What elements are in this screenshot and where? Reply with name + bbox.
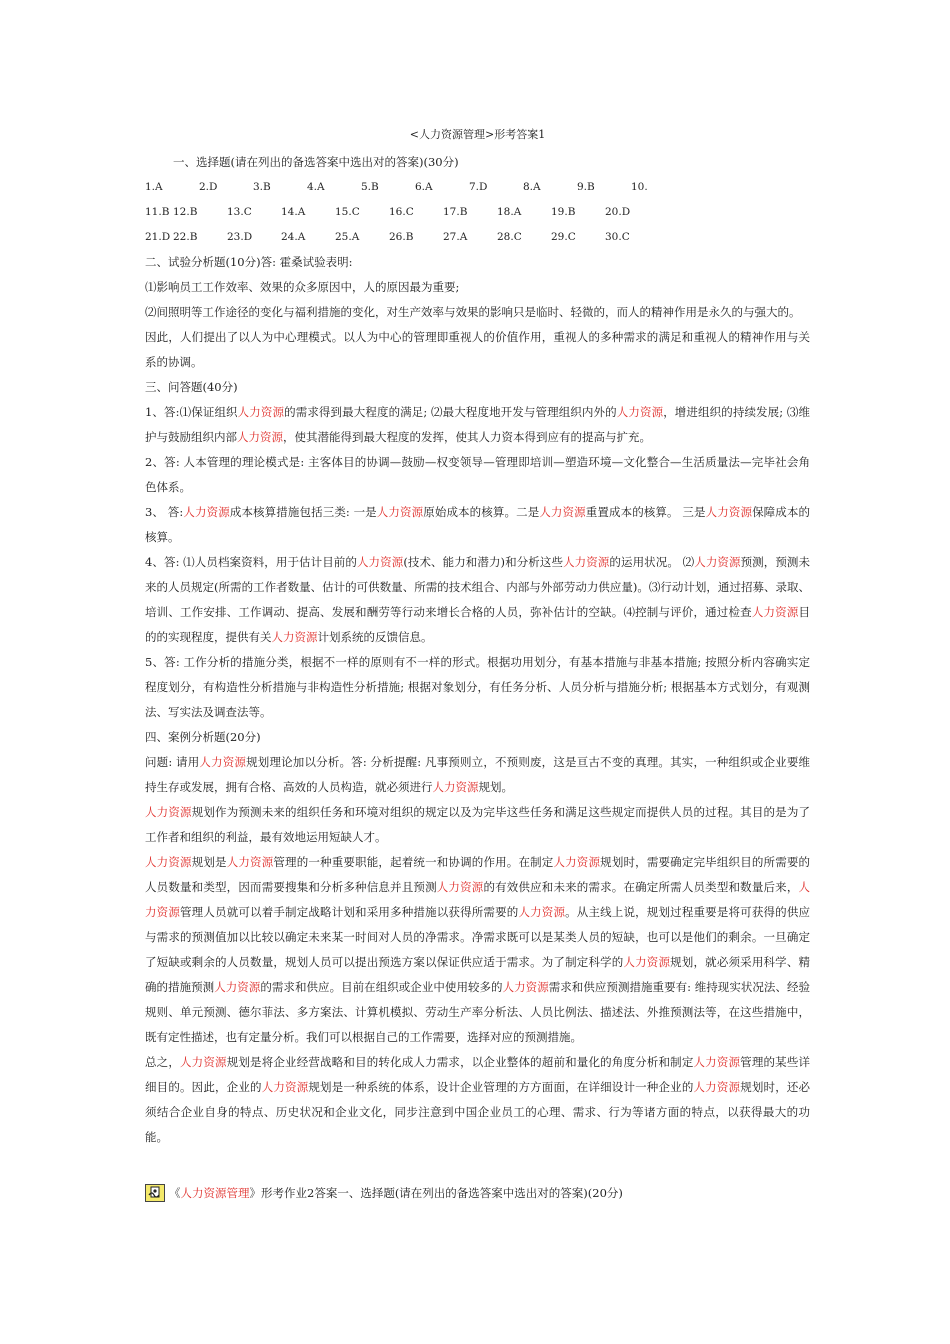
highlight-term: 人力资源 [518,905,566,919]
text-segment: 问题: 请用 [145,755,200,769]
section2-point-1: ⑴影响员工工作效率、效果的众多原因中，人的原因最为重要; [145,280,460,294]
highlight-term: 人力资源 [376,505,424,519]
next-document-link[interactable] [145,1182,623,1204]
answer-item: 28.C [497,231,522,243]
highlight-term: 人力资源 [751,605,799,619]
answer-item: 27.A [443,231,468,243]
answer-item: 3.B [253,181,271,193]
text-segment: 规划作为预测未来的组织任务和环境对组织的规定以及为完毕这些任务和满足这些规定而提供人员的过程。其目的是为了工作者和组织的利益，最有效地运用短缺人才。 [145,805,811,844]
highlight-term: 人力资源 [226,855,274,869]
text-segment: 管理人员就可以着手制定战略计划和采用多种措施以获得所需要的 [180,905,519,919]
link-open-quote: 《 [169,1186,181,1200]
highlight-term: 人力资源 [693,1055,741,1069]
answer-2: 2、答: 人本管理的理论模式是: 主客体目的协调—鼓励—权变领导—管理即培训—塑造环境—文化整合—生活质量法—完毕社会角色体系。 [145,455,810,494]
highlight-term: 人力资源 [183,505,230,519]
answer-item: 13.C [227,206,252,218]
text-segment: 的运用状况。 ⑵ [609,555,695,569]
highlight-term: 人力资源 [180,1055,227,1069]
highlight-term: 人力资源 [261,1080,309,1094]
highlight-term: 人力资源 [563,555,610,569]
text-segment: 规划时，需要确定完毕组织目的所需要的人员数量和类型，因而需要搜集和分析多种信息并且预测 [145,855,811,894]
answer-item: 20.D [605,206,631,218]
answer-4 [145,550,810,650]
link-highlight: 人力资源管理 [180,1186,250,1200]
text-segment: 的需求和供应。目前在组织或企业中使用较多的 [260,980,503,994]
text-segment: 规划时，还必须结合企业自身的特点、历史状况和企业文化，同步注意到中国企业员工的心理、需求、行为等诸方面的特点，以获得最大的功能。 [145,1080,811,1144]
answer-row-1 [145,175,810,200]
text-segment: 规划是 [191,855,227,869]
text-segment: 需求和供应预测措施重要有: 维持现实状况法、经验规则、单元预测、德尔菲法、多方案法、计算机模拟、劳动生产率分析法、人员比例法、描述法、外推预测法等，在这些措施中，既有定性描述，也有定量分析。我们可以根据自己的工作需要，选择对应的预测措施。 [145,980,811,1044]
answer-item: 22.B [173,231,198,243]
highlight-term: 人力资源 [145,855,192,869]
answer-item: 8.A [523,181,541,193]
answer-item: 24.A [281,231,306,243]
text-segment: 3、 答: [145,505,184,519]
answer-item: 7.D [469,181,488,193]
text-segment: ，增进组织的持续发展; ⑶维护与鼓励组织内部 [145,405,811,444]
answer-item: 10. [631,181,648,193]
text-segment: 1、答:⑴保证组织 [145,405,238,419]
text-segment: 管理的一种重要职能，起着统一和协调的作用。在制定 [273,855,554,869]
answer-item: 19.B [551,206,576,218]
text-segment: 管理的某些详细目的。因此，企业的 [145,1055,811,1094]
section4-heading: 四、案例分析题(20分) [145,730,261,744]
page-title: <人力资源管理>形考答案1 [409,128,546,141]
answer-item: 4.A [307,181,325,193]
answer-row-3 [145,225,810,250]
text-segment: 计划系统的反馈信息。 [317,630,433,644]
highlight-term: 人力资源 [553,855,601,869]
highlight-term: 人力资源 [623,955,671,969]
section2-heading: 二、试验分析题(10分)答: 霍桑试验表明: [145,255,353,269]
section3-heading: 三、问答题(40分) [145,380,238,394]
text-segment: 的需求得到最大程度的满足; ⑵最大程度地开发与管理组织内外的 [284,405,617,419]
answer-item: 25.A [335,231,360,243]
answer-row-2 [145,200,810,225]
text-segment: 重置成本的核算。 三是 [585,505,706,519]
answer-item: 11.B [145,206,170,218]
answer-1 [145,400,810,450]
section2-point-2: ⑵间照明等工作途径的变化与福利措施的变化，对生产效率与效果的影响只是临时、轻微的，而人的精神作用是永久的与强大的。 [145,305,801,319]
text-segment: 成本核算措施包括三类: 一是 [229,505,377,519]
answer-5: 5、答: 工作分析的措施分类，根据不一样的原则有不一样的形式。根据功用划分，有基本措施与非基本措施; 按照分析内容确实定程度划分，有构造性分析措施与非构造性分析措施; 根据对象划分，有任务分析、人员分析与措施分析; 根据基本方式划分，有观测法、写实法及调查法等。 [145,655,810,719]
highlight-term: 人力资源 [539,505,586,519]
case-paragraph-1 [145,800,810,850]
answer-item: 29.C [551,231,576,243]
text-segment: 预测，预测未来的人员规定(所需的工作者数量、估计的可供数量、所需的技术组合、内部与外部劳动力供应量)。⑶行动计划，通过招募、录取、培训、工作安排、工作调动、提高、发展和酬劳等行动来增长合格的人员，弥补估计的空缺。⑷控制与评价，通过检查 [145,555,811,619]
highlight-term: 人力资源 [145,805,192,819]
text-segment: 原始成本的核算。二是 [423,505,540,519]
answer-item: 21.D [145,231,171,243]
answer-item: 1.A [145,181,163,193]
document-link-icon[interactable] [145,1184,165,1202]
text-segment: ，使其潜能得到最大程度的发挥，使其人力资本得到应有的提高与扩充。 [283,430,651,444]
text-segment: 目的的实现程度，提供有关 [145,605,811,644]
text-segment: 规划是将企业经营战略和目的转化成人力需求，以企业整体的超前和量化的角度分析和制定 [226,1055,694,1069]
case-conclusion [145,1050,810,1150]
highlight-term: 人力资源 [145,880,811,919]
answer-item: 15.C [335,206,360,218]
answer-item: 2.D [199,181,218,193]
highlight-term: 人力资源 [237,430,283,444]
answer-item: 23.D [227,231,253,243]
highlight-term: 人力资源 [693,1080,741,1094]
highlight-term: 人力资源 [694,555,741,569]
answer-item: 30.C [605,231,630,243]
answer-item: 5.B [361,181,379,193]
text-segment: 4、答: ⑴人员档案资料，用于估计目前的 [145,555,357,569]
highlight-term: 人力资源 [705,505,753,519]
highlight-term: 人力资源 [436,880,484,894]
highlight-term: 人力资源 [271,630,318,644]
section1-heading: 一、选择题(请在列出的备选答案中选出对的答案)(30分) [173,155,459,169]
answer-item: 18.A [497,206,522,218]
document-body [145,126,810,1150]
highlight-term: 人力资源 [432,780,479,794]
answer-item: 26.B [389,231,414,243]
answer-item: 14.A [281,206,306,218]
answer-item: 9.B [577,181,595,193]
highlight-term: 人力资源 [199,755,247,769]
highlight-term: 人力资源 [356,555,404,569]
text-segment: 规划是一种系统的体系，设计企业管理的方方面面，在详细设计一种企业的 [308,1080,694,1094]
highlight-term: 人力资源 [237,405,285,419]
case-paragraph-2 [145,850,810,1050]
case-question [145,750,810,800]
text-segment: 保障成本的核算。 [145,505,810,544]
text-segment: 规划。 [478,780,513,794]
text-segment: 规划，就必须采用科学、精确的措施预测 [145,955,811,994]
highlight-term: 人力资源 [214,980,261,994]
text-segment: 规划理论加以分析。答: 分析提醒: 凡事预则立，不预则废，这是亘古不变的真理。其实，一种组织或企业要维持生存或发展，拥有合格、高效的人员构造，就必须进行 [145,755,811,794]
highlight-term: 人力资源 [616,405,664,419]
answer-item: 17.B [443,206,468,218]
text-segment: 总之， [145,1055,181,1069]
answer-item: 6.A [415,181,433,193]
link-text: 》形考作业2答案一、选择题(请在列出的备选答案中选出对的答案)(20分) [249,1186,623,1200]
answer-item: 16.C [389,206,414,218]
answer-item: 12.B [173,206,198,218]
text-segment: (技术、能力和潜力)和分析这些 [403,555,564,569]
text-segment: 的有效供应和未来的需求。在确定所需人员类型和数量后来， [483,880,799,894]
section2-conclusion: 因此，人们提出了以人为中心理模式。以人为中心的管理即重视人的价值作用，重视人的多种需求的满足和重视人的精神作用与关系的协调。 [145,330,810,369]
answer-3 [145,500,810,550]
highlight-term: 人力资源 [502,980,549,994]
text-segment: 。从主线上说，规划过程重要是将可获得的供应与需求的预测值加以比较以确定未来某一时间对人员的净需求。净需求既可以是某类人员的短缺，也可以是他们的剩余。一旦确定了短缺或剩余的人员数量，规划人员可以提出预选方案以保证供应适于需求。为了制定科学的 [145,905,811,969]
